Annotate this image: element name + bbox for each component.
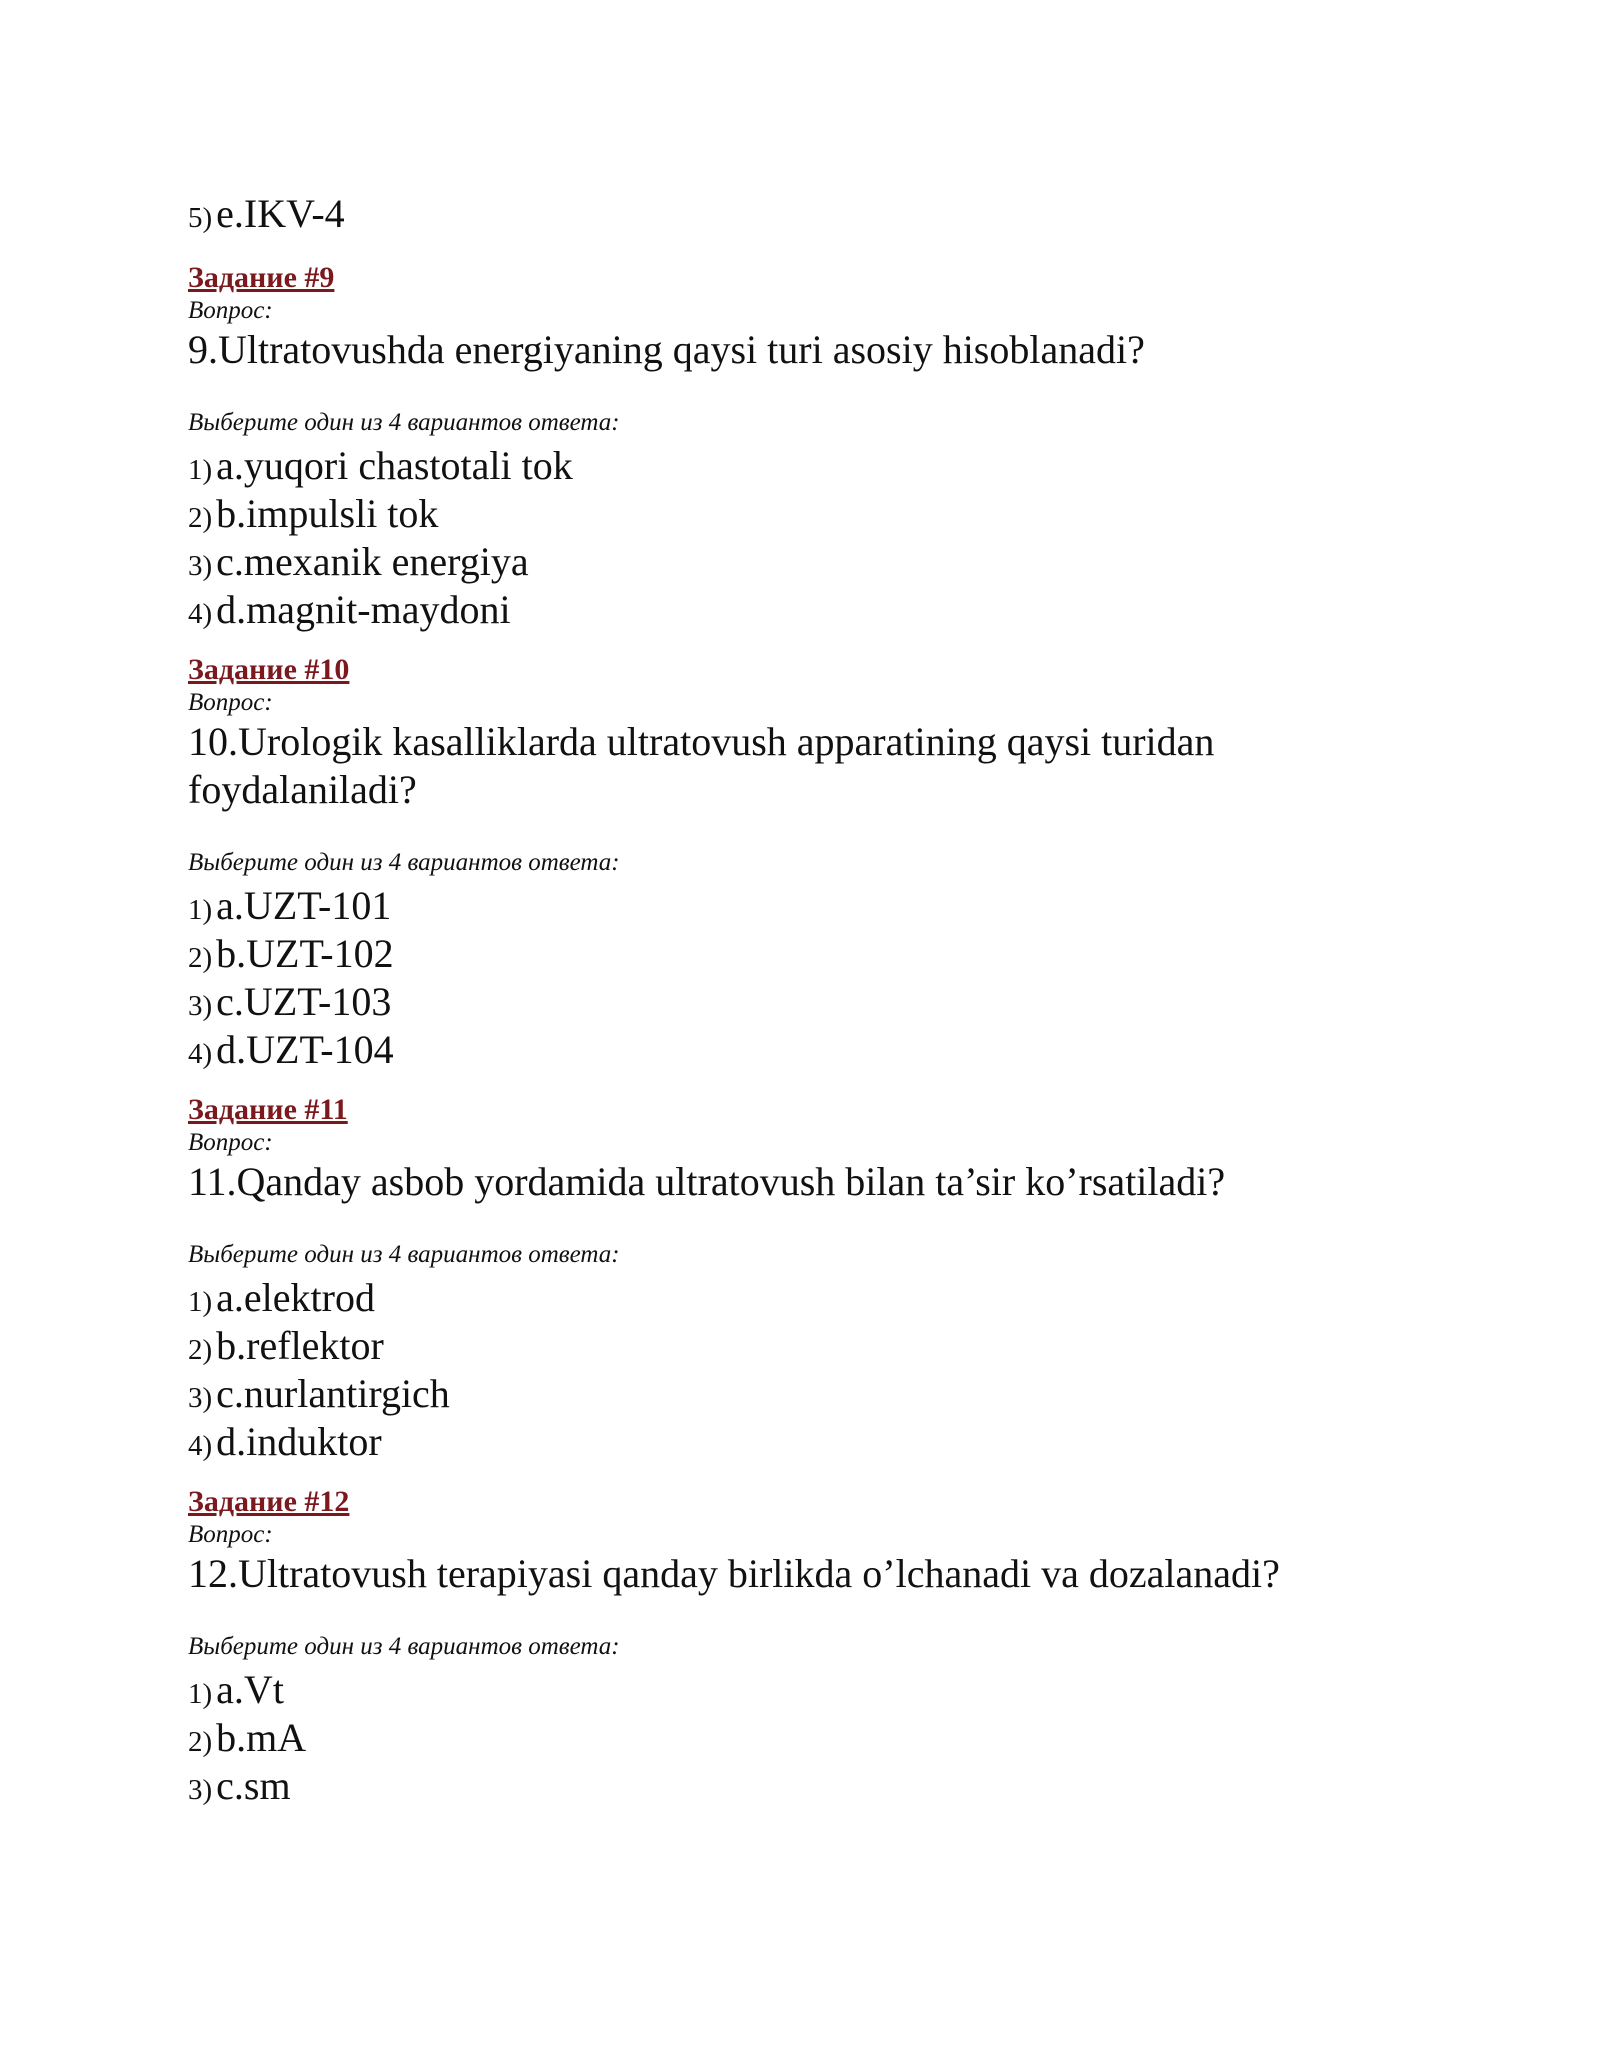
option-text: d.induktor [216, 1419, 382, 1464]
choose-label: Выберите один из 4 вариантов ответа: [188, 1633, 620, 1660]
option-number: 3) [188, 550, 213, 582]
options-list [188, 442, 1438, 634]
option-item [188, 1666, 1438, 1714]
option-text: a.elektrod [216, 1275, 375, 1320]
option-item [188, 442, 1438, 490]
option-number: 3) [188, 1774, 213, 1806]
option-item [188, 586, 1438, 634]
task-title: Задание #10 [188, 653, 350, 686]
option-item [188, 1370, 1438, 1418]
option-number: 5) [188, 202, 213, 234]
document-page [188, 186, 1438, 1810]
question-label: Вопрос: [188, 689, 273, 716]
option-text: d.UZT-104 [216, 1027, 394, 1072]
question-label: Вопрос: [188, 1521, 273, 1548]
option-item [188, 978, 1438, 1026]
option-number: 4) [188, 1430, 213, 1462]
task-11 [188, 1092, 1438, 1466]
option-text: b.impulsli tok [216, 491, 439, 536]
option-item [188, 1714, 1438, 1762]
option-text: a.UZT-101 [216, 883, 392, 928]
option-number: 2) [188, 1334, 213, 1366]
options-list [188, 1666, 1438, 1810]
option-number: 3) [188, 990, 213, 1022]
top-option [188, 186, 1438, 242]
option-text: c.mexanik energiya [216, 539, 529, 584]
option-item [188, 882, 1438, 930]
option-text: b.mA [216, 1715, 307, 1760]
option-item [188, 1762, 1438, 1810]
choose-label: Выберите один из 4 вариантов ответа: [188, 849, 620, 876]
option-text: a.Vt [216, 1667, 284, 1712]
option-number: 3) [188, 1382, 213, 1414]
option-text: e.IKV-4 [216, 191, 345, 236]
option-number: 2) [188, 942, 213, 974]
choose-label: Выберите один из 4 вариантов ответа: [188, 409, 620, 436]
task-9 [188, 260, 1438, 634]
options-list [188, 1274, 1438, 1466]
option-text: c.sm [216, 1763, 291, 1808]
task-title: Задание #9 [188, 261, 335, 294]
question-label: Вопрос: [188, 297, 273, 324]
option-number: 4) [188, 598, 213, 630]
options-list [188, 882, 1438, 1074]
question-text: 9.Ultratovushda energiyaning qaysi turi asosiy hisoblanadi? [188, 327, 1145, 372]
choose-label: Выберите один из 4 вариантов ответа: [188, 1241, 620, 1268]
option-text: b.reflektor [216, 1323, 384, 1368]
option-item [188, 1418, 1438, 1466]
question-text: 10.Urologik kasalliklarda ultratovush apparatining qaysi turidan foydalaniladi? [188, 719, 1215, 812]
option-number: 1) [188, 454, 213, 486]
option-number: 2) [188, 1726, 213, 1758]
option-text: c.UZT-103 [216, 979, 392, 1024]
option-item [188, 1322, 1438, 1370]
option-item [188, 1026, 1438, 1074]
task-title: Задание #12 [188, 1485, 350, 1518]
option-item [188, 538, 1438, 586]
option-item [188, 930, 1438, 978]
task-12 [188, 1484, 1438, 1810]
option-item [188, 490, 1438, 538]
option-text: a.yuqori chastotali tok [216, 443, 573, 488]
option-number: 4) [188, 1038, 213, 1070]
question-label: Вопрос: [188, 1129, 273, 1156]
option-number: 1) [188, 894, 213, 926]
question-text: 12.Ultratovush terapiyasi qanday birlikda o’lchanadi va dozalanadi? [188, 1551, 1280, 1596]
option-text: b.UZT-102 [216, 931, 394, 976]
option-number: 1) [188, 1678, 213, 1710]
option-number: 1) [188, 1286, 213, 1318]
option-item [188, 1274, 1438, 1322]
task-title: Задание #11 [188, 1093, 348, 1126]
option-text: d.magnit-maydoni [216, 587, 511, 632]
question-text: 11.Qanday asbob yordamida ultratovush bilan ta’sir ko’rsatiladi? [188, 1159, 1226, 1204]
task-10 [188, 652, 1438, 1074]
option-number: 2) [188, 502, 213, 534]
option-text: c.nurlantirgich [216, 1371, 450, 1416]
